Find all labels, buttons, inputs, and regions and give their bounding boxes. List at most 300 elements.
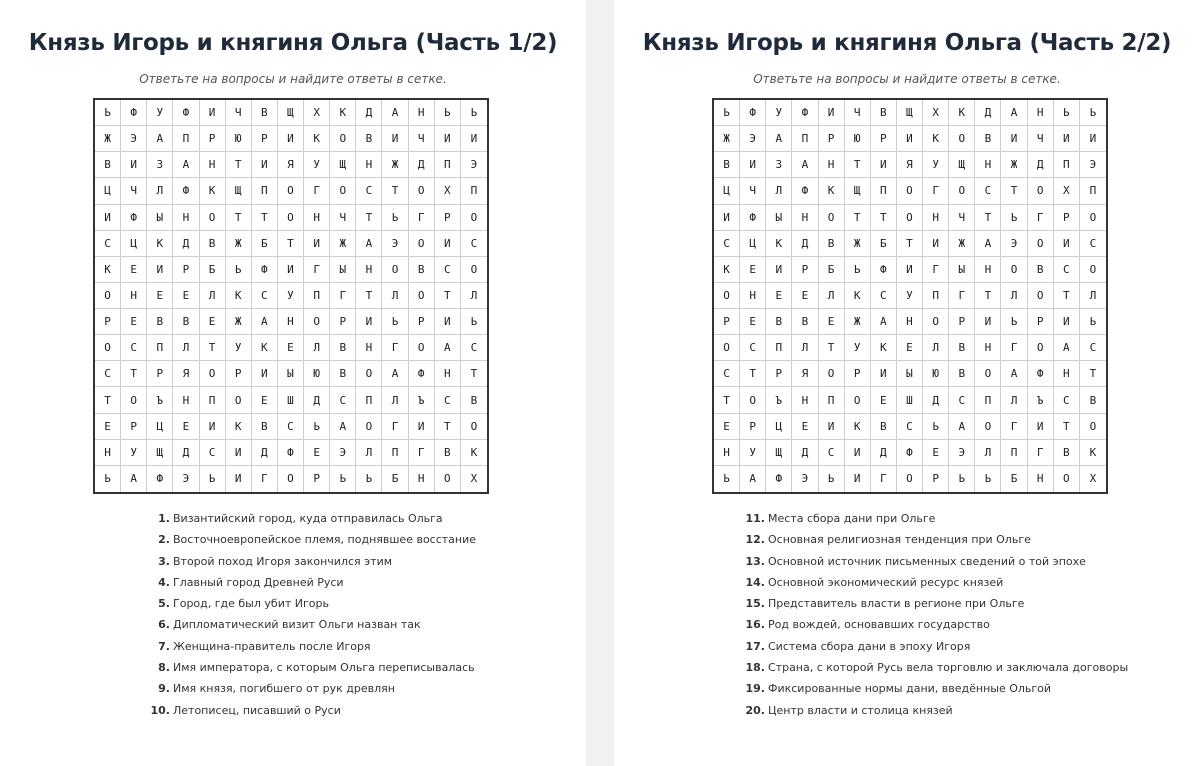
grid-cell[interactable]: Ф xyxy=(792,100,818,126)
grid-cell[interactable]: Р xyxy=(949,309,975,335)
grid-cell[interactable]: Я xyxy=(897,152,923,178)
grid-cell[interactable]: Г xyxy=(382,414,408,440)
grid-cell[interactable]: С xyxy=(95,231,121,257)
grid-cell[interactable]: Э xyxy=(382,231,408,257)
grid-cell[interactable]: А xyxy=(792,152,818,178)
grid-cell[interactable]: Н xyxy=(173,387,199,413)
grid-cell[interactable]: Б xyxy=(871,231,897,257)
grid-cell[interactable]: Ь xyxy=(714,100,740,126)
grid-cell[interactable]: Р xyxy=(766,361,792,387)
grid-cell[interactable]: Щ xyxy=(766,440,792,466)
grid-cell[interactable]: Л xyxy=(147,178,173,204)
grid-cell[interactable]: В xyxy=(356,126,382,152)
grid-cell[interactable]: Б xyxy=(382,466,408,492)
grid-cell[interactable]: С xyxy=(740,335,766,361)
grid-cell[interactable]: О xyxy=(356,414,382,440)
grid-cell[interactable]: Ь xyxy=(95,466,121,492)
grid-cell[interactable]: Л xyxy=(975,440,1001,466)
grid-cell[interactable]: Ы xyxy=(330,257,356,283)
grid-cell[interactable]: В xyxy=(766,309,792,335)
grid-cell[interactable]: Б xyxy=(200,257,226,283)
grid-cell[interactable]: Ъ xyxy=(147,387,173,413)
grid-cell[interactable]: Г xyxy=(252,466,278,492)
grid-cell[interactable]: Н xyxy=(1028,100,1054,126)
grid-cell[interactable]: Н xyxy=(923,205,949,231)
grid-cell[interactable]: Е xyxy=(766,283,792,309)
grid-cell[interactable]: А xyxy=(1001,100,1027,126)
grid-cell[interactable]: И xyxy=(1080,126,1106,152)
grid-cell[interactable]: О xyxy=(409,178,435,204)
grid-cell[interactable]: Р xyxy=(409,309,435,335)
grid-cell[interactable]: О xyxy=(278,205,304,231)
grid-cell[interactable]: В xyxy=(871,414,897,440)
grid-cell[interactable]: Е xyxy=(278,335,304,361)
grid-cell[interactable]: О xyxy=(897,466,923,492)
grid-cell[interactable]: Л xyxy=(382,387,408,413)
grid-cell[interactable]: Л xyxy=(382,283,408,309)
grid-cell[interactable]: Т xyxy=(975,283,1001,309)
grid-cell[interactable]: П xyxy=(792,126,818,152)
grid-cell[interactable]: С xyxy=(461,335,487,361)
grid-cell[interactable]: Щ xyxy=(278,100,304,126)
grid-cell[interactable]: Е xyxy=(121,309,147,335)
grid-cell[interactable]: Х xyxy=(470,472,478,486)
grid-cell[interactable]: Ь xyxy=(226,257,252,283)
grid-cell[interactable]: Д xyxy=(923,387,949,413)
grid-cell[interactable]: Е xyxy=(252,387,278,413)
grid-cell[interactable]: О xyxy=(356,361,382,387)
grid-cell[interactable]: Э xyxy=(792,466,818,492)
grid-cell[interactable]: Ф xyxy=(121,205,147,231)
grid-cell[interactable]: О xyxy=(1080,205,1106,231)
grid-cell[interactable]: Л xyxy=(766,178,792,204)
grid-cell[interactable]: К xyxy=(226,414,252,440)
grid-cell[interactable]: В xyxy=(1080,387,1106,413)
grid-cell[interactable]: Е xyxy=(173,414,199,440)
grid-cell[interactable]: О xyxy=(949,178,975,204)
grid-cell[interactable]: С xyxy=(356,178,382,204)
grid-cell[interactable]: Ф xyxy=(252,257,278,283)
grid-cell[interactable]: Г xyxy=(304,257,330,283)
grid-cell[interactable]: П xyxy=(1080,178,1106,204)
grid-cell[interactable]: П xyxy=(252,178,278,204)
grid-cell[interactable]: Ь xyxy=(330,466,356,492)
grid-cell[interactable]: Ф xyxy=(278,440,304,466)
grid-cell[interactable]: У xyxy=(923,152,949,178)
grid-cell[interactable]: О xyxy=(1028,335,1054,361)
grid-cell[interactable]: Ч xyxy=(409,126,435,152)
grid-cell[interactable]: С xyxy=(461,231,487,257)
grid-cell[interactable]: Т xyxy=(461,361,487,387)
grid-cell[interactable]: С xyxy=(121,335,147,361)
grid-cell[interactable]: С xyxy=(949,387,975,413)
grid-cell[interactable]: К xyxy=(845,414,871,440)
grid-cell[interactable]: А xyxy=(252,309,278,335)
grid-cell[interactable]: Ф xyxy=(121,100,147,126)
grid-cell[interactable]: Е xyxy=(304,440,330,466)
grid-cell[interactable]: Р xyxy=(435,205,461,231)
grid-cell[interactable]: Н xyxy=(356,257,382,283)
grid-cell[interactable]: Н xyxy=(1028,466,1054,492)
grid-cell[interactable]: Ц xyxy=(740,231,766,257)
grid-cell[interactable]: И xyxy=(1001,126,1027,152)
grid-cell[interactable]: В xyxy=(819,231,845,257)
grid-cell[interactable]: Ю xyxy=(304,361,330,387)
grid-cell[interactable]: И xyxy=(304,231,330,257)
grid-cell[interactable]: Н xyxy=(304,205,330,231)
grid-cell[interactable]: Г xyxy=(409,205,435,231)
grid-cell[interactable]: Т xyxy=(1001,178,1027,204)
grid-cell[interactable]: Ь xyxy=(1054,100,1080,126)
grid-cell[interactable]: Ц xyxy=(766,414,792,440)
grid-cell[interactable]: Э xyxy=(330,440,356,466)
grid-cell[interactable]: К xyxy=(871,335,897,361)
grid-cell[interactable]: В xyxy=(147,309,173,335)
grid-cell[interactable]: И xyxy=(147,257,173,283)
grid-cell[interactable]: Т xyxy=(897,231,923,257)
grid-cell[interactable]: К xyxy=(95,257,121,283)
grid-cell[interactable]: И xyxy=(435,309,461,335)
grid-cell[interactable]: И xyxy=(845,466,871,492)
grid-cell[interactable]: Т xyxy=(845,205,871,231)
grid-cell[interactable]: И xyxy=(278,126,304,152)
grid-cell[interactable]: В xyxy=(200,231,226,257)
grid-cell[interactable]: Т xyxy=(819,335,845,361)
grid-cell[interactable]: К xyxy=(819,178,845,204)
grid-cell[interactable]: Н xyxy=(173,205,199,231)
grid-cell[interactable]: П xyxy=(766,335,792,361)
grid-cell[interactable]: У xyxy=(226,335,252,361)
grid-cell[interactable]: И xyxy=(871,361,897,387)
grid-cell[interactable]: В xyxy=(714,152,740,178)
grid-cell[interactable]: Н xyxy=(200,152,226,178)
grid-cell[interactable]: Ь xyxy=(304,414,330,440)
grid-cell[interactable]: Ъ xyxy=(766,387,792,413)
grid-cell[interactable]: И xyxy=(121,152,147,178)
grid-cell[interactable]: Е xyxy=(923,440,949,466)
grid-cell[interactable]: Г xyxy=(409,440,435,466)
grid-cell[interactable]: О xyxy=(923,309,949,335)
grid-cell[interactable]: Э xyxy=(121,126,147,152)
grid-cell[interactable]: Е xyxy=(871,387,897,413)
grid-cell[interactable]: Г xyxy=(382,335,408,361)
grid-cell[interactable]: Ы xyxy=(278,361,304,387)
grid-cell[interactable]: О xyxy=(330,126,356,152)
grid-cell[interactable]: Я xyxy=(792,361,818,387)
grid-cell[interactable]: Н xyxy=(121,283,147,309)
grid-cell[interactable]: И xyxy=(1054,231,1080,257)
grid-cell[interactable]: К xyxy=(923,126,949,152)
grid-cell[interactable]: О xyxy=(714,283,740,309)
grid-cell[interactable]: Ы xyxy=(766,205,792,231)
grid-cell[interactable]: С xyxy=(1054,257,1080,283)
grid-cell[interactable]: Т xyxy=(278,231,304,257)
grid-cell[interactable]: Ж xyxy=(845,231,871,257)
grid-cell[interactable]: Ь xyxy=(1001,309,1027,335)
grid-cell[interactable]: Ъ xyxy=(1028,387,1054,413)
grid-cell[interactable]: Ф xyxy=(409,361,435,387)
grid-cell[interactable]: Н xyxy=(819,152,845,178)
grid-cell[interactable]: Н xyxy=(975,335,1001,361)
grid-cell[interactable]: Ж xyxy=(845,309,871,335)
grid-cell[interactable]: О xyxy=(200,361,226,387)
grid-cell[interactable]: А xyxy=(147,126,173,152)
grid-cell[interactable]: А xyxy=(975,231,1001,257)
grid-cell[interactable]: П xyxy=(200,387,226,413)
grid-cell[interactable]: В xyxy=(792,309,818,335)
grid-cell[interactable]: В xyxy=(173,309,199,335)
grid-cell[interactable]: П xyxy=(1001,440,1027,466)
grid-cell[interactable]: Ь xyxy=(382,309,408,335)
grid-cell[interactable]: Щ xyxy=(147,440,173,466)
grid-cell[interactable]: А xyxy=(740,466,766,492)
grid-cell[interactable]: Э xyxy=(740,126,766,152)
grid-cell[interactable]: Б xyxy=(1001,466,1027,492)
grid-cell[interactable]: К xyxy=(252,335,278,361)
grid-cell[interactable]: Г xyxy=(304,178,330,204)
grid-cell[interactable]: Т xyxy=(845,152,871,178)
grid-cell[interactable]: К xyxy=(949,100,975,126)
grid-cell[interactable]: В xyxy=(330,361,356,387)
grid-cell[interactable]: Р xyxy=(845,361,871,387)
grid-cell[interactable]: П xyxy=(304,283,330,309)
grid-cell[interactable]: Щ xyxy=(845,178,871,204)
grid-cell[interactable]: О xyxy=(435,466,461,492)
grid-cell[interactable]: Н xyxy=(356,152,382,178)
grid-cell[interactable]: П xyxy=(1054,152,1080,178)
grid-cell[interactable]: Р xyxy=(819,126,845,152)
grid-cell[interactable]: И xyxy=(435,126,461,152)
grid-cell[interactable]: О xyxy=(1054,466,1080,492)
grid-cell[interactable]: П xyxy=(173,126,199,152)
grid-cell[interactable]: Е xyxy=(173,283,199,309)
grid-cell[interactable]: О xyxy=(409,231,435,257)
grid-cell[interactable]: О xyxy=(461,257,487,283)
grid-cell[interactable]: Э xyxy=(1001,231,1027,257)
grid-cell[interactable]: Е xyxy=(95,414,121,440)
grid-cell[interactable]: Е xyxy=(740,257,766,283)
grid-cell[interactable]: Ъ xyxy=(409,387,435,413)
grid-cell[interactable]: Т xyxy=(1054,283,1080,309)
grid-cell[interactable]: К xyxy=(845,283,871,309)
grid-cell[interactable]: Р xyxy=(714,309,740,335)
grid-cell[interactable]: Т xyxy=(226,205,252,231)
grid-cell[interactable]: С xyxy=(975,178,1001,204)
grid-cell[interactable]: А xyxy=(173,152,199,178)
grid-cell[interactable]: В xyxy=(330,335,356,361)
grid-cell[interactable]: П xyxy=(435,152,461,178)
grid-cell[interactable]: Р xyxy=(226,361,252,387)
grid-cell[interactable]: А xyxy=(949,414,975,440)
grid-cell[interactable]: У xyxy=(278,283,304,309)
grid-cell[interactable]: Я xyxy=(278,152,304,178)
grid-cell[interactable]: И xyxy=(1054,126,1080,152)
grid-cell[interactable]: В xyxy=(95,152,121,178)
grid-cell[interactable]: С xyxy=(435,257,461,283)
grid-cell[interactable]: Л xyxy=(173,335,199,361)
grid-cell[interactable]: А xyxy=(382,361,408,387)
grid-cell[interactable]: Э xyxy=(1080,152,1106,178)
grid-cell[interactable]: Ч xyxy=(121,178,147,204)
grid-cell[interactable]: Т xyxy=(740,361,766,387)
grid-cell[interactable]: О xyxy=(409,335,435,361)
grid-cell[interactable]: О xyxy=(897,178,923,204)
grid-cell[interactable]: Ь xyxy=(461,100,487,126)
grid-cell[interactable]: В xyxy=(435,440,461,466)
grid-cell[interactable]: Ю xyxy=(923,361,949,387)
grid-cell[interactable]: Ч xyxy=(226,100,252,126)
grid-cell[interactable]: У xyxy=(121,440,147,466)
grid-cell[interactable]: О xyxy=(1001,257,1027,283)
grid-cell[interactable]: О xyxy=(1028,283,1054,309)
grid-cell[interactable]: Ж xyxy=(226,231,252,257)
grid-cell[interactable]: Ь xyxy=(95,100,121,126)
grid-cell[interactable]: Т xyxy=(226,152,252,178)
grid-cell[interactable]: Л xyxy=(792,335,818,361)
grid-cell[interactable]: З xyxy=(147,152,173,178)
grid-cell[interactable]: О xyxy=(304,309,330,335)
grid-cell[interactable]: Ф xyxy=(792,178,818,204)
grid-cell[interactable]: О xyxy=(226,387,252,413)
grid-cell[interactable]: Ц xyxy=(147,414,173,440)
grid-cell[interactable]: Л xyxy=(356,440,382,466)
grid-cell[interactable]: О xyxy=(95,335,121,361)
grid-cell[interactable]: В xyxy=(949,361,975,387)
grid-cell[interactable]: Ф xyxy=(740,100,766,126)
grid-cell[interactable]: Ф xyxy=(897,440,923,466)
grid-cell[interactable]: Н xyxy=(897,309,923,335)
grid-cell[interactable]: Р xyxy=(330,309,356,335)
grid-cell[interactable]: К xyxy=(147,231,173,257)
grid-cell[interactable]: Т xyxy=(356,205,382,231)
grid-cell[interactable]: А xyxy=(766,126,792,152)
grid-cell[interactable]: Е xyxy=(792,283,818,309)
grid-cell[interactable]: Б xyxy=(252,231,278,257)
grid-cell[interactable]: Ю xyxy=(845,126,871,152)
grid-cell[interactable]: Л xyxy=(304,335,330,361)
grid-cell[interactable]: Ж xyxy=(714,126,740,152)
grid-cell[interactable]: Н xyxy=(792,387,818,413)
grid-cell[interactable]: Т xyxy=(435,414,461,440)
grid-cell[interactable]: Ь xyxy=(382,205,408,231)
grid-cell[interactable]: Т xyxy=(121,361,147,387)
grid-cell[interactable]: Р xyxy=(740,414,766,440)
grid-cell[interactable]: С xyxy=(819,440,845,466)
grid-cell[interactable]: И xyxy=(1054,309,1080,335)
grid-cell[interactable]: И xyxy=(766,257,792,283)
grid-cell[interactable]: Х xyxy=(304,100,330,126)
grid-cell[interactable]: Ы xyxy=(147,205,173,231)
grid-cell[interactable]: О xyxy=(461,205,487,231)
grid-cell[interactable]: И xyxy=(252,361,278,387)
grid-cell[interactable]: Х xyxy=(923,100,949,126)
grid-cell[interactable]: В xyxy=(871,100,897,126)
grid-cell[interactable]: Р xyxy=(304,466,330,492)
grid-cell[interactable]: Ь xyxy=(1001,205,1027,231)
grid-cell[interactable]: О xyxy=(330,178,356,204)
grid-cell[interactable]: И xyxy=(95,205,121,231)
grid-cell[interactable]: Д xyxy=(871,440,897,466)
grid-cell[interactable]: О xyxy=(740,387,766,413)
grid-cell[interactable]: И xyxy=(200,414,226,440)
grid-cell[interactable]: С xyxy=(252,283,278,309)
grid-cell[interactable]: С xyxy=(200,440,226,466)
grid-cell[interactable]: Ш xyxy=(278,387,304,413)
grid-cell[interactable]: Н xyxy=(278,309,304,335)
grid-cell[interactable]: Н xyxy=(975,257,1001,283)
grid-cell[interactable]: И xyxy=(435,231,461,257)
grid-cell[interactable]: П xyxy=(871,178,897,204)
grid-cell[interactable]: Ь xyxy=(435,100,461,126)
grid-cell[interactable]: И xyxy=(252,152,278,178)
grid-cell[interactable]: Ц xyxy=(95,178,121,204)
grid-cell[interactable]: Л xyxy=(1080,283,1106,309)
grid-cell[interactable]: Т xyxy=(871,205,897,231)
grid-cell[interactable]: К xyxy=(304,126,330,152)
grid-cell[interactable]: А xyxy=(356,231,382,257)
grid-cell[interactable]: С xyxy=(871,283,897,309)
grid-cell[interactable]: И xyxy=(226,466,252,492)
grid-cell[interactable]: Г xyxy=(923,178,949,204)
grid-cell[interactable]: Е xyxy=(147,283,173,309)
grid-cell[interactable]: Е xyxy=(897,335,923,361)
grid-cell[interactable]: В xyxy=(949,335,975,361)
grid-cell[interactable]: Ь xyxy=(1080,100,1106,126)
grid-cell[interactable]: Р xyxy=(200,126,226,152)
grid-cell[interactable]: И xyxy=(871,152,897,178)
grid-cell[interactable]: В xyxy=(1054,440,1080,466)
grid-cell[interactable]: Я xyxy=(173,361,199,387)
grid-cell[interactable]: Л xyxy=(1001,387,1027,413)
grid-cell[interactable]: С xyxy=(1080,231,1106,257)
grid-cell[interactable]: Е xyxy=(714,414,740,440)
grid-cell[interactable]: Ж xyxy=(382,152,408,178)
grid-cell[interactable]: Л xyxy=(819,283,845,309)
grid-cell[interactable]: Ы xyxy=(949,257,975,283)
grid-cell[interactable]: Е xyxy=(792,414,818,440)
grid-cell[interactable]: А xyxy=(330,414,356,440)
grid-cell[interactable]: О xyxy=(95,283,121,309)
grid-cell[interactable]: Ю xyxy=(226,126,252,152)
grid-cell[interactable]: Ь xyxy=(923,414,949,440)
grid-cell[interactable]: Ж xyxy=(1001,152,1027,178)
grid-cell[interactable]: Р xyxy=(147,361,173,387)
grid-cell[interactable]: И xyxy=(278,257,304,283)
grid-cell[interactable]: Ж xyxy=(95,126,121,152)
grid-cell[interactable]: В xyxy=(1028,257,1054,283)
grid-cell[interactable]: Р xyxy=(1028,309,1054,335)
grid-cell[interactable]: О xyxy=(278,178,304,204)
grid-cell[interactable]: Н xyxy=(409,100,435,126)
grid-cell[interactable]: К xyxy=(766,231,792,257)
grid-cell[interactable]: Е xyxy=(740,309,766,335)
grid-cell[interactable]: О xyxy=(949,126,975,152)
grid-cell[interactable]: Т xyxy=(95,387,121,413)
grid-cell[interactable]: Т xyxy=(1080,361,1106,387)
grid-cell[interactable]: Ч xyxy=(1028,126,1054,152)
grid-cell[interactable]: Ж xyxy=(226,309,252,335)
grid-cell[interactable]: О xyxy=(897,205,923,231)
grid-cell[interactable]: А xyxy=(1001,361,1027,387)
grid-cell[interactable]: Э xyxy=(173,466,199,492)
grid-cell[interactable]: С xyxy=(714,231,740,257)
grid-cell[interactable]: Ь xyxy=(714,466,740,492)
grid-cell[interactable]: В xyxy=(252,414,278,440)
grid-cell[interactable]: Р xyxy=(252,126,278,152)
grid-cell[interactable]: Ь xyxy=(200,466,226,492)
grid-cell[interactable]: Р xyxy=(121,414,147,440)
grid-cell[interactable]: Щ xyxy=(897,100,923,126)
